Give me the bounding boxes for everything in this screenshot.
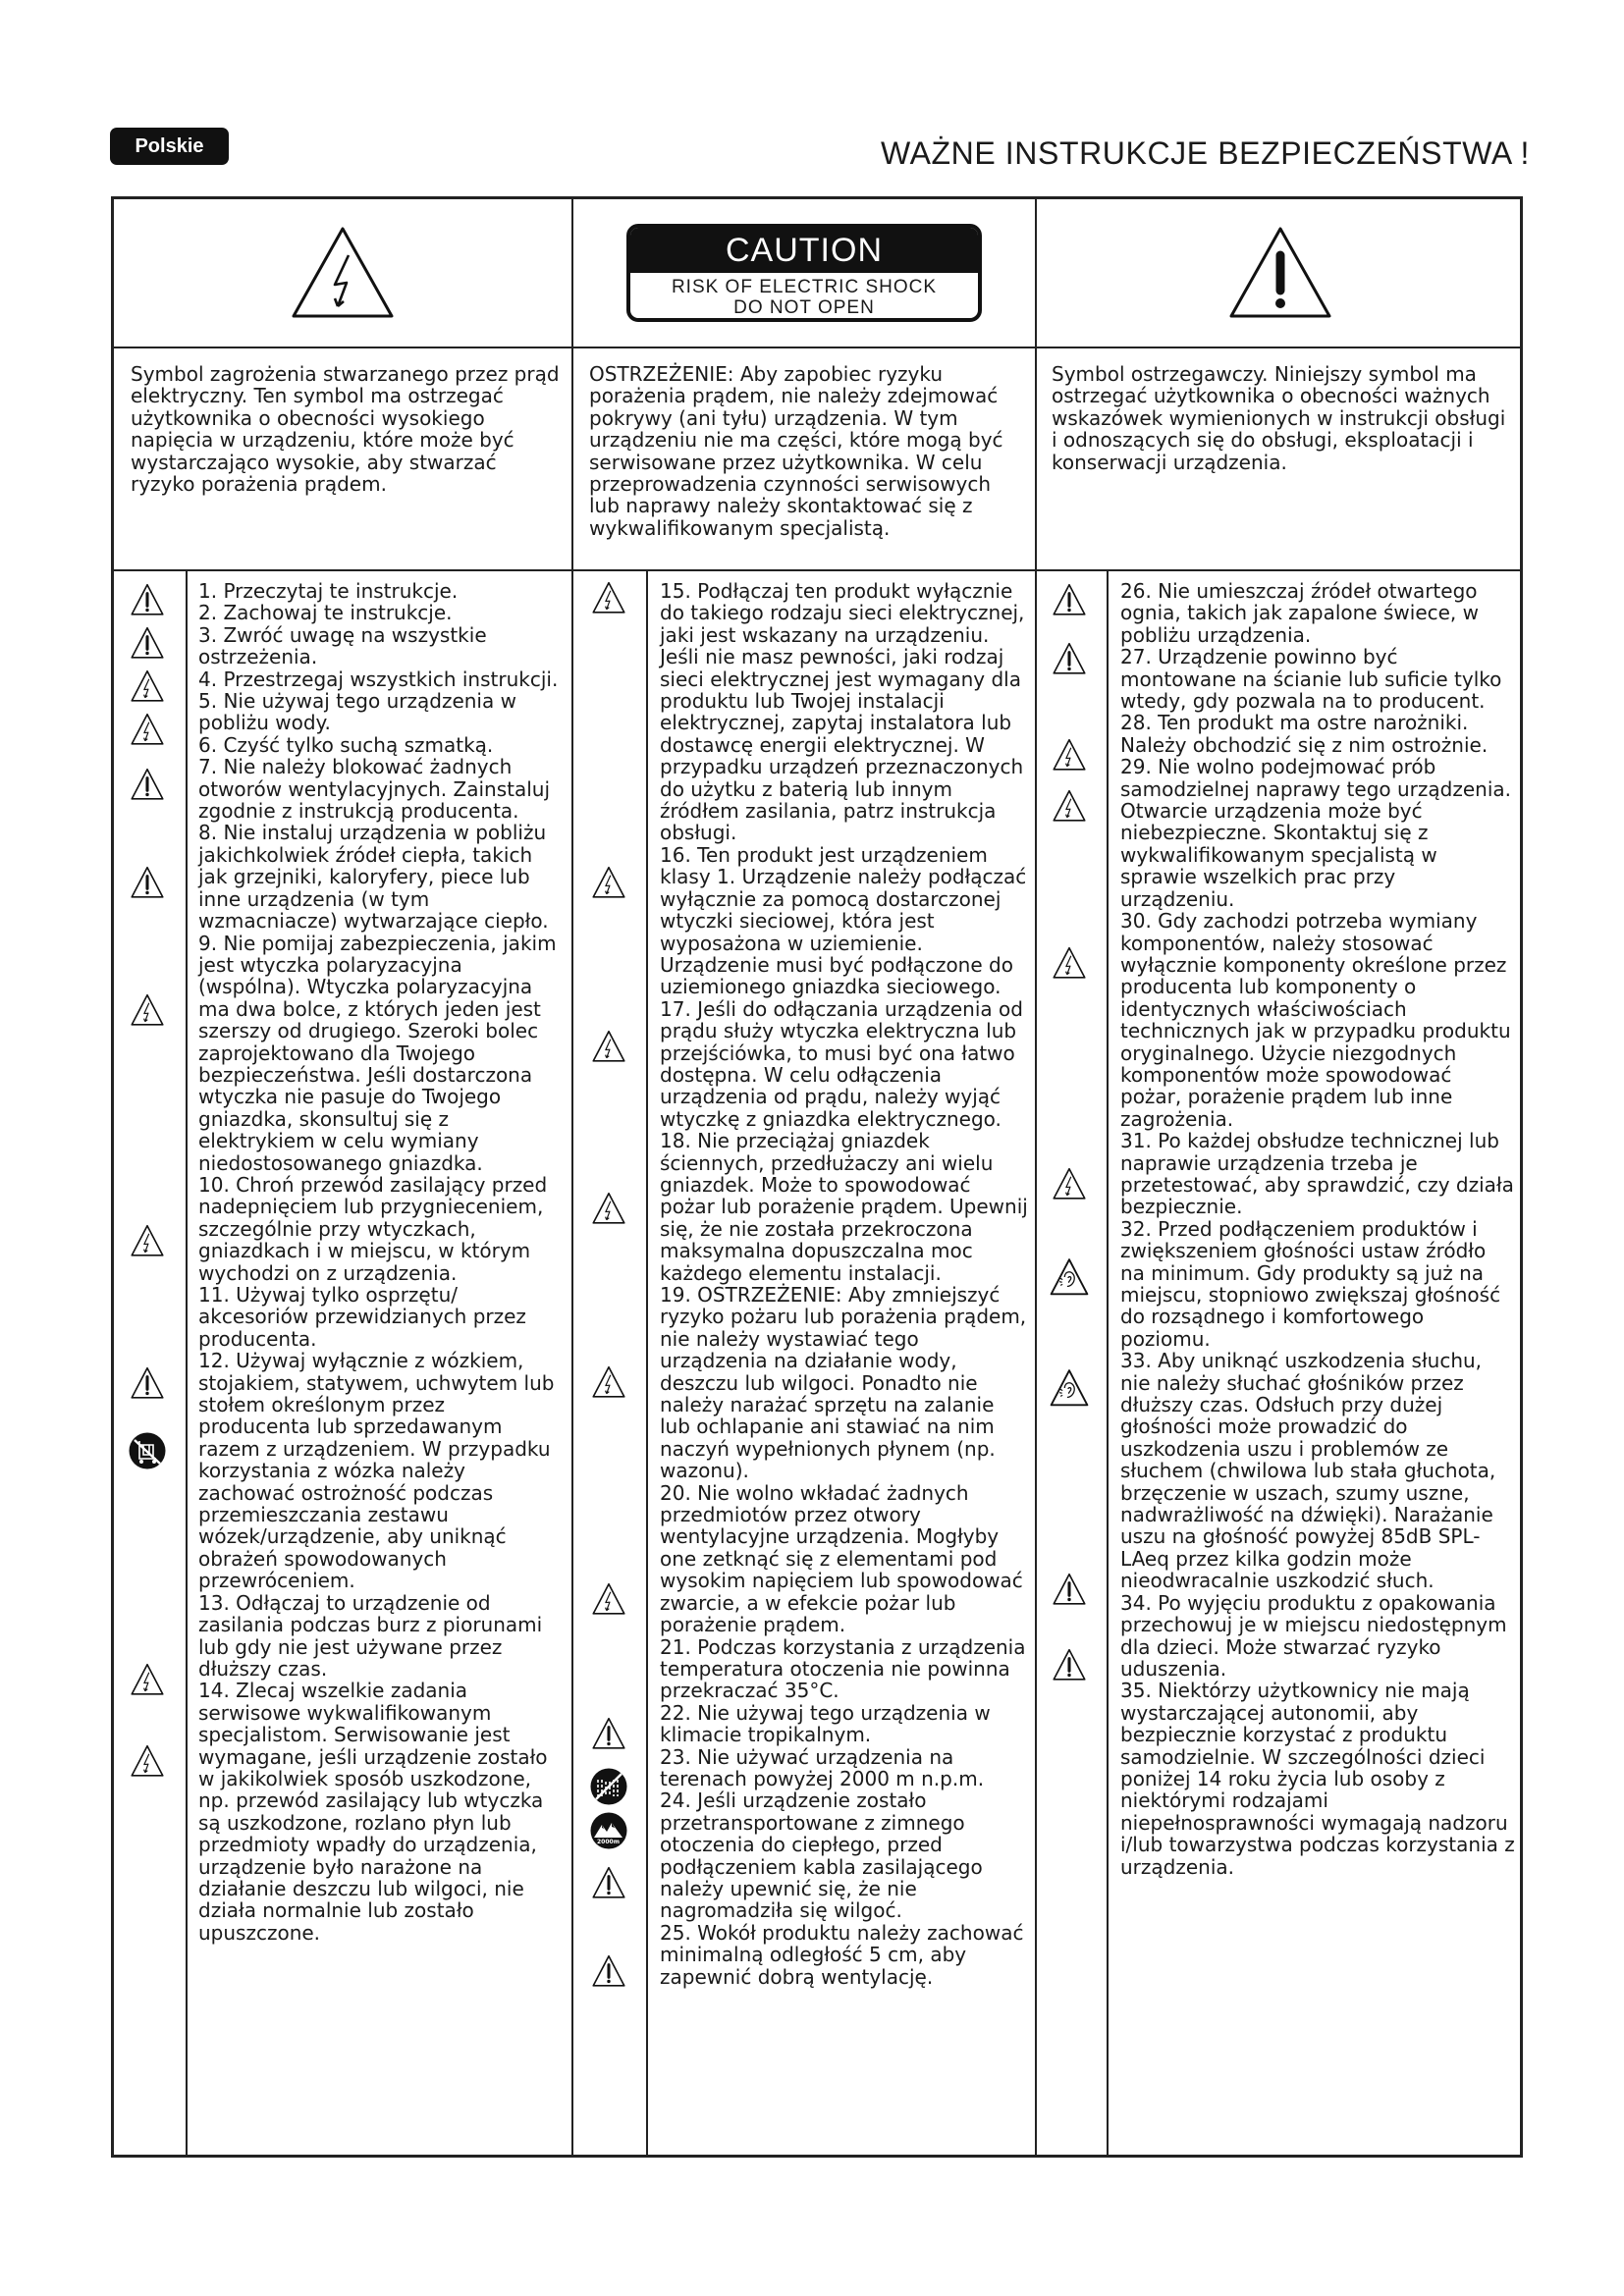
electric-shock-icon [591,580,626,615]
electric-shock-icon [130,1223,165,1258]
instruction-list [660,580,1028,1988]
electric-shock-icon [130,712,165,747]
warning-icon [130,625,165,661]
list-item: 34. Po wyjęciu produktu z opakowania przechowuj je w miejscu niedostępnym dla dzieci. Może stwarzać ryzyko uduszenia. [1120,1590,1507,1681]
list-item: 26. Nie umieszczaj źródeł otwartego ognia, takich jak zapalone świece, w pobliżu urządzenia. [1120,579,1479,647]
list-item: 29. Nie wolno podejmować prób samodzielnej naprawy tego urządzenia. Otwarcie urządzenia może być niebezpieczne. Skontaktuj się z wykwalifikowanym specjalistą w sprawie wszelkich prac przy urządzeniu. [1120,755,1511,911]
warning-icon [130,865,165,900]
icon-column-divider [186,571,188,2155]
list-item: 23. Nie używać urządzenia na terenach powyżej 2000 m n.p.m. [660,1744,985,1790]
list-item: 2. Zachowaj te instrukcje. [198,601,453,625]
symbol-description: Symbol ostrzegawczy. Niniejszy symbol ma ostrzegać użytkownika o obecności ważnych wskazówek wymienionych w instrukcji obsługi i odnoszących się do obsługi, eksploatacji i konserwacji urządzenia. [1052,362,1506,474]
electric-shock-icon [1052,1166,1087,1201]
list-item: 1. Przeczytaj te instrukcje. [198,579,459,603]
electric-shock-icon [130,668,165,704]
warning-icon [1052,582,1087,617]
hearing-damage-icon [1049,1367,1090,1409]
electric-shock-icon [591,1581,626,1617]
caution-title: CAUTION [630,228,978,273]
list-item: 17. Jeśli do odłączania urządzenia od prądu służy wtyczka elektryczna lub przejściówka, to musi być ona łatwo dostępna. W celu odłączenia urządzenia od prądu, należy wyjąć wtyczkę z gniazdka elektrycznego. [660,996,1023,1131]
instruction-list [1120,580,1515,1878]
electric-shock-icon [591,865,626,900]
list-item: 28. Ten produkt ma ostre narożniki. Należy obchodzić się z nim ostrożnie. [1120,711,1489,757]
list-item: 15. Podłączaj ten produkt wyłącznie do takiego rodzaju sieci elektrycznej, jaki jest wskazany na urządzeniu. Jeśli nie masz pewności, jaki rodzaj sieci elektrycznej jest wymagany dla produktu lub Twojej instalacji elektrycznej, zapytaj instalatora lub dostawcę energii elektrycznej. W przypadku urządzeń przeznaczonych do użytku z baterią lub innym źródłem zasilania, patrz instrukcja obsługi. [660,579,1025,845]
list-item: 4. Przestrzegaj wszystkich instrukcji. [198,667,559,691]
list-item: 16. Ten produkt jest urządzeniem klasy 1. Urządzenie należy podłączać wyłącznie za pomocą dostarczonej wtyczki sieciowej, która jest wyposażona w uziemienie. Urządzenie musi być podłączone do uziemionego gniazdka sieciowego. [660,842,1027,999]
list-item: 5. Nie używaj tego urządzenia w pobliżu wody. [198,689,516,735]
list-item: 19. OSTRZEŻENIE: Aby zmniejszyć ryzyko pożaru lub porażenia prądem, nie należy wystawiać tego urządzenia na działanie wody, deszczu lub wilgoci. Ponadto nie należy narażać sprzętu na zalanie lub ochlapanie ani stawiać na nim naczyń wypełnionych płynem (np. wazonu). [660,1283,1027,1483]
electric-shock-icon [591,1191,626,1226]
warning-icon [1052,1647,1087,1682]
row-divider [114,569,1520,571]
list-item: 22. Nie używaj tego urządzenia w klimacie tropikalnym. [660,1700,991,1747]
list-item: 31. Po każdej obsłudze technicznej lub naprawie urządzenia trzeba je przetestować, aby sprawdzić, czy działa bezpiecznie. [1120,1129,1514,1219]
altitude-limit-icon [589,1811,628,1850]
language-badge: Polskie [110,128,229,165]
electric-shock-icon [130,1662,165,1697]
electric-shock-icon [591,1029,626,1064]
column-divider [571,199,573,2155]
electric-shock-icon [130,992,165,1028]
warning-icon [1052,641,1087,676]
list-item: 30. Gdy zachodzi potrzeba wymiany komponentów, należy stosować wyłącznie komponenty określone przez producenta lub komponenty o identycznych właściwościach technicznych jak w przypadku produktu oryginalnego. Użycie niezgodnych komponentów może spowodować pożar, porażenie prądem lub inne zagrożenia. [1120,909,1511,1131]
warning-icon [130,767,165,802]
warning-icon [1052,1572,1087,1607]
column-divider [1035,199,1037,2155]
electric-shock-icon [1052,788,1087,824]
list-item: 18. Nie przeciążaj gniazdek ściennych, przedłużaczy ani wielu gniazdek. Może to spowodować pożar lub porażenie prądem. Upewnij się, że nie została przekroczona maksymalna dopuszczalna moc każdego elementu instalacji. [660,1129,1028,1285]
list-item: 24. Jeśli urządzenie zostało przetransportowane z zimnego otoczenia do ciepłego, przed podłączeniem kabla zasilającego należy upewnić się, że nie nagromadziła się wilgoć. [660,1789,983,1923]
electric-shock-icon [1052,945,1087,981]
list-item: 13. Odłączaj to urządzenie od zasilania podczas burz z piorunami lub gdy nie jest używane przez dłuższy czas. [198,1590,543,1681]
list-item: 7. Nie należy blokować żadnych otworów wentylacyjnych. Zainstaluj zgodnie z instrukcją producenta. [198,755,551,824]
list-item: 12. Używaj wyłącznie z wózkiem, stojakiem, statywem, uchwytem lub stołem określonym przez producenta lub sprzedawanym razem z urządzeniem. W przypadku korzystania z wózka należy zachować ostrożność podczas przemieszczania zestawu wózek/urządzenie, aby uniknąć obrażeń spowodowanych przewróceniem. [198,1349,555,1593]
list-item: 32. Przed podłączeniem produktów i zwiększeniem głośności ustaw źródło na minimum. Gdy produkty są już na miejscu, stopniowo zwiększaj głośność do rozsądnego i komfortowego poziomu. [1120,1216,1501,1351]
symbol-description: Symbol zagrożenia stwarzanego przez prąd elektryczny. Ten symbol ma ostrzegać użytkownika o obecności wysokiego napięcia w urządzeniu, które może być wystarczająco wysokie, aby stwarzać ryzyko porażenia prądem. [131,362,560,497]
list-item: 25. Wokół produktu należy zachować minimalną odległość 5 cm, aby zapewnić dobrą wentylację. [660,1920,1024,1989]
row-divider [114,347,1520,348]
altitude-label: 2000m [597,1839,620,1845]
instruction-list [198,580,562,1944]
caution-line-2: DO NOT OPEN [733,297,875,318]
warning-icon [591,1865,626,1900]
no-cart-tipover-icon [128,1431,167,1470]
electric-shock-icon [591,1364,626,1400]
list-item: 6. Czyść tylko suchą szmatką. [198,732,494,757]
list-item: 21. Podczas korzystania z urządzenia temperatura otoczenia nie powinna przekraczać 35°C. [660,1634,1026,1703]
warning-icon [130,582,165,617]
list-item: 33. Aby uniknąć uszkodzenia słuchu, nie należy słuchać głośników przez dłuższy czas. Odsłuch przy dużej głośności może prowadzić do uszkodzenia uszu i problemów ze słuchem (chwilowa lub stała głuchota, brzęczenie w uszach, szumy uszne, nadwrażliwość na dźwięki). Narażanie uszu na głośność powyżej 85dB SPL-LAeq przez kilka godzin może nieodwracalnie uszkodzić słuch. [1120,1349,1496,1593]
exclamation-warning-icon [1037,199,1523,347]
list-item: 10. Chroń przewód zasilający przed nadepnięciem lub przygnieceniem, szczególnie przy wtyczkach, gniazdkach i w miejscu, w którym wychodzi on z urządzenia. [198,1172,548,1285]
list-item: 3. Zwróć uwagę na wszystkie ostrzeżenia. [198,622,487,669]
warning-icon [591,1953,626,1989]
list-item: 35. Niektórzy użytkownicy nie mają wystarczającej autonomii, aby bezpiecznie korzystać z produktu samodzielnie. W szczególności dzieci poniżej 14 roku życia lub osoby z niektórymi rodzajami niepełnosprawności wymagają nadzoru i/lub towarzystwa podczas korzystania z urządzenia. [1120,1679,1515,1879]
list-item: 20. Nie wolno wkładać żadnych przedmiotów przez otwory wentylacyjne urządzenia. Mogłyby one zetknąć się z elementami pod wysokim napięciem lub spowodować zwarcie, a w efekcie pożar lub porażenie prądem. [660,1480,1023,1637]
caution-line-1: RISK OF ELECTRIC SHOCK [671,277,938,297]
page-title: WAŻNE INSTRUKCJE BEZPIECZEŃSTWA ! [880,135,1530,171]
list-item: 27. Urządzenie powinno być montowane na ścianie lub suficie tylko wtedy, gdy pozwala na to producent. [1120,645,1502,714]
hearing-damage-icon [1049,1256,1090,1298]
list-item: 11. Używaj tylko osprzętu/ akcesoriów przewidzianych przez producenta. [198,1283,526,1351]
warning-icon [591,1716,626,1751]
lightning-warning-icon [114,199,571,347]
warning-icon [130,1365,165,1401]
icon-column-divider [646,571,648,2155]
list-item: 14. Zlecaj wszelkie zadania serwisowe wykwalifikowanym specjalistom. Serwisowanie jest wymagane, jeśli urządzenie zostało w jakikolwiek sposób uszkodzone, np. przewód zasilający lub wtyczka są uszkodzone, rozlano płyn lub przedmioty wpadły do urządzenia, urządzenie było narażone na działanie deszczu lub wilgoci, nie działa normalnie lub zostało upuszczone. [198,1679,548,1945]
caution-label-icon [573,199,1035,347]
list-item: 8. Nie instaluj urządzenia w pobliżu jakichkolwiek źródeł ciepła, takich jak grzejniki, kaloryfery, piece lub inne urządzenia (w tym wzmacniacze) wytwarzające ciepło. [198,821,549,934]
electric-shock-icon [130,1743,165,1779]
electric-shock-icon [1052,737,1087,773]
symbol-description: OSTRZEŻENIE: Aby zapobiec ryzyku porażenia prądem, nie należy zdejmować pokrywy (ani tyłu) urządzenia. W tym urządzeniu nie ma części, które mogą być serwisowane przez użytkownika. W celu przeprowadzenia czynności serwisowych lub naprawy należy skontaktować się z wykwalifikowanym specjalistą. [589,362,1003,540]
safety-table [111,196,1523,2158]
icon-column-divider [1107,571,1109,2155]
no-tropical-climate-icon [589,1767,628,1806]
list-item: 9. Nie pomijaj zabezpieczenia, jakim jest wtyczka polaryzacyjna (wspólna). Wtyczka polaryzacyjna ma dwa bolce, z których jeden jest szerszy od drugiego. Szeroki bolec zaprojektowano dla Twojego bezpieczeństwa. Jeśli dostarczona wtyczka nie pasuje do Twojego gniazdka, skonsultuj się z elektrykiem w celu wymiany niedostosowanego gniazdka. [198,931,557,1175]
